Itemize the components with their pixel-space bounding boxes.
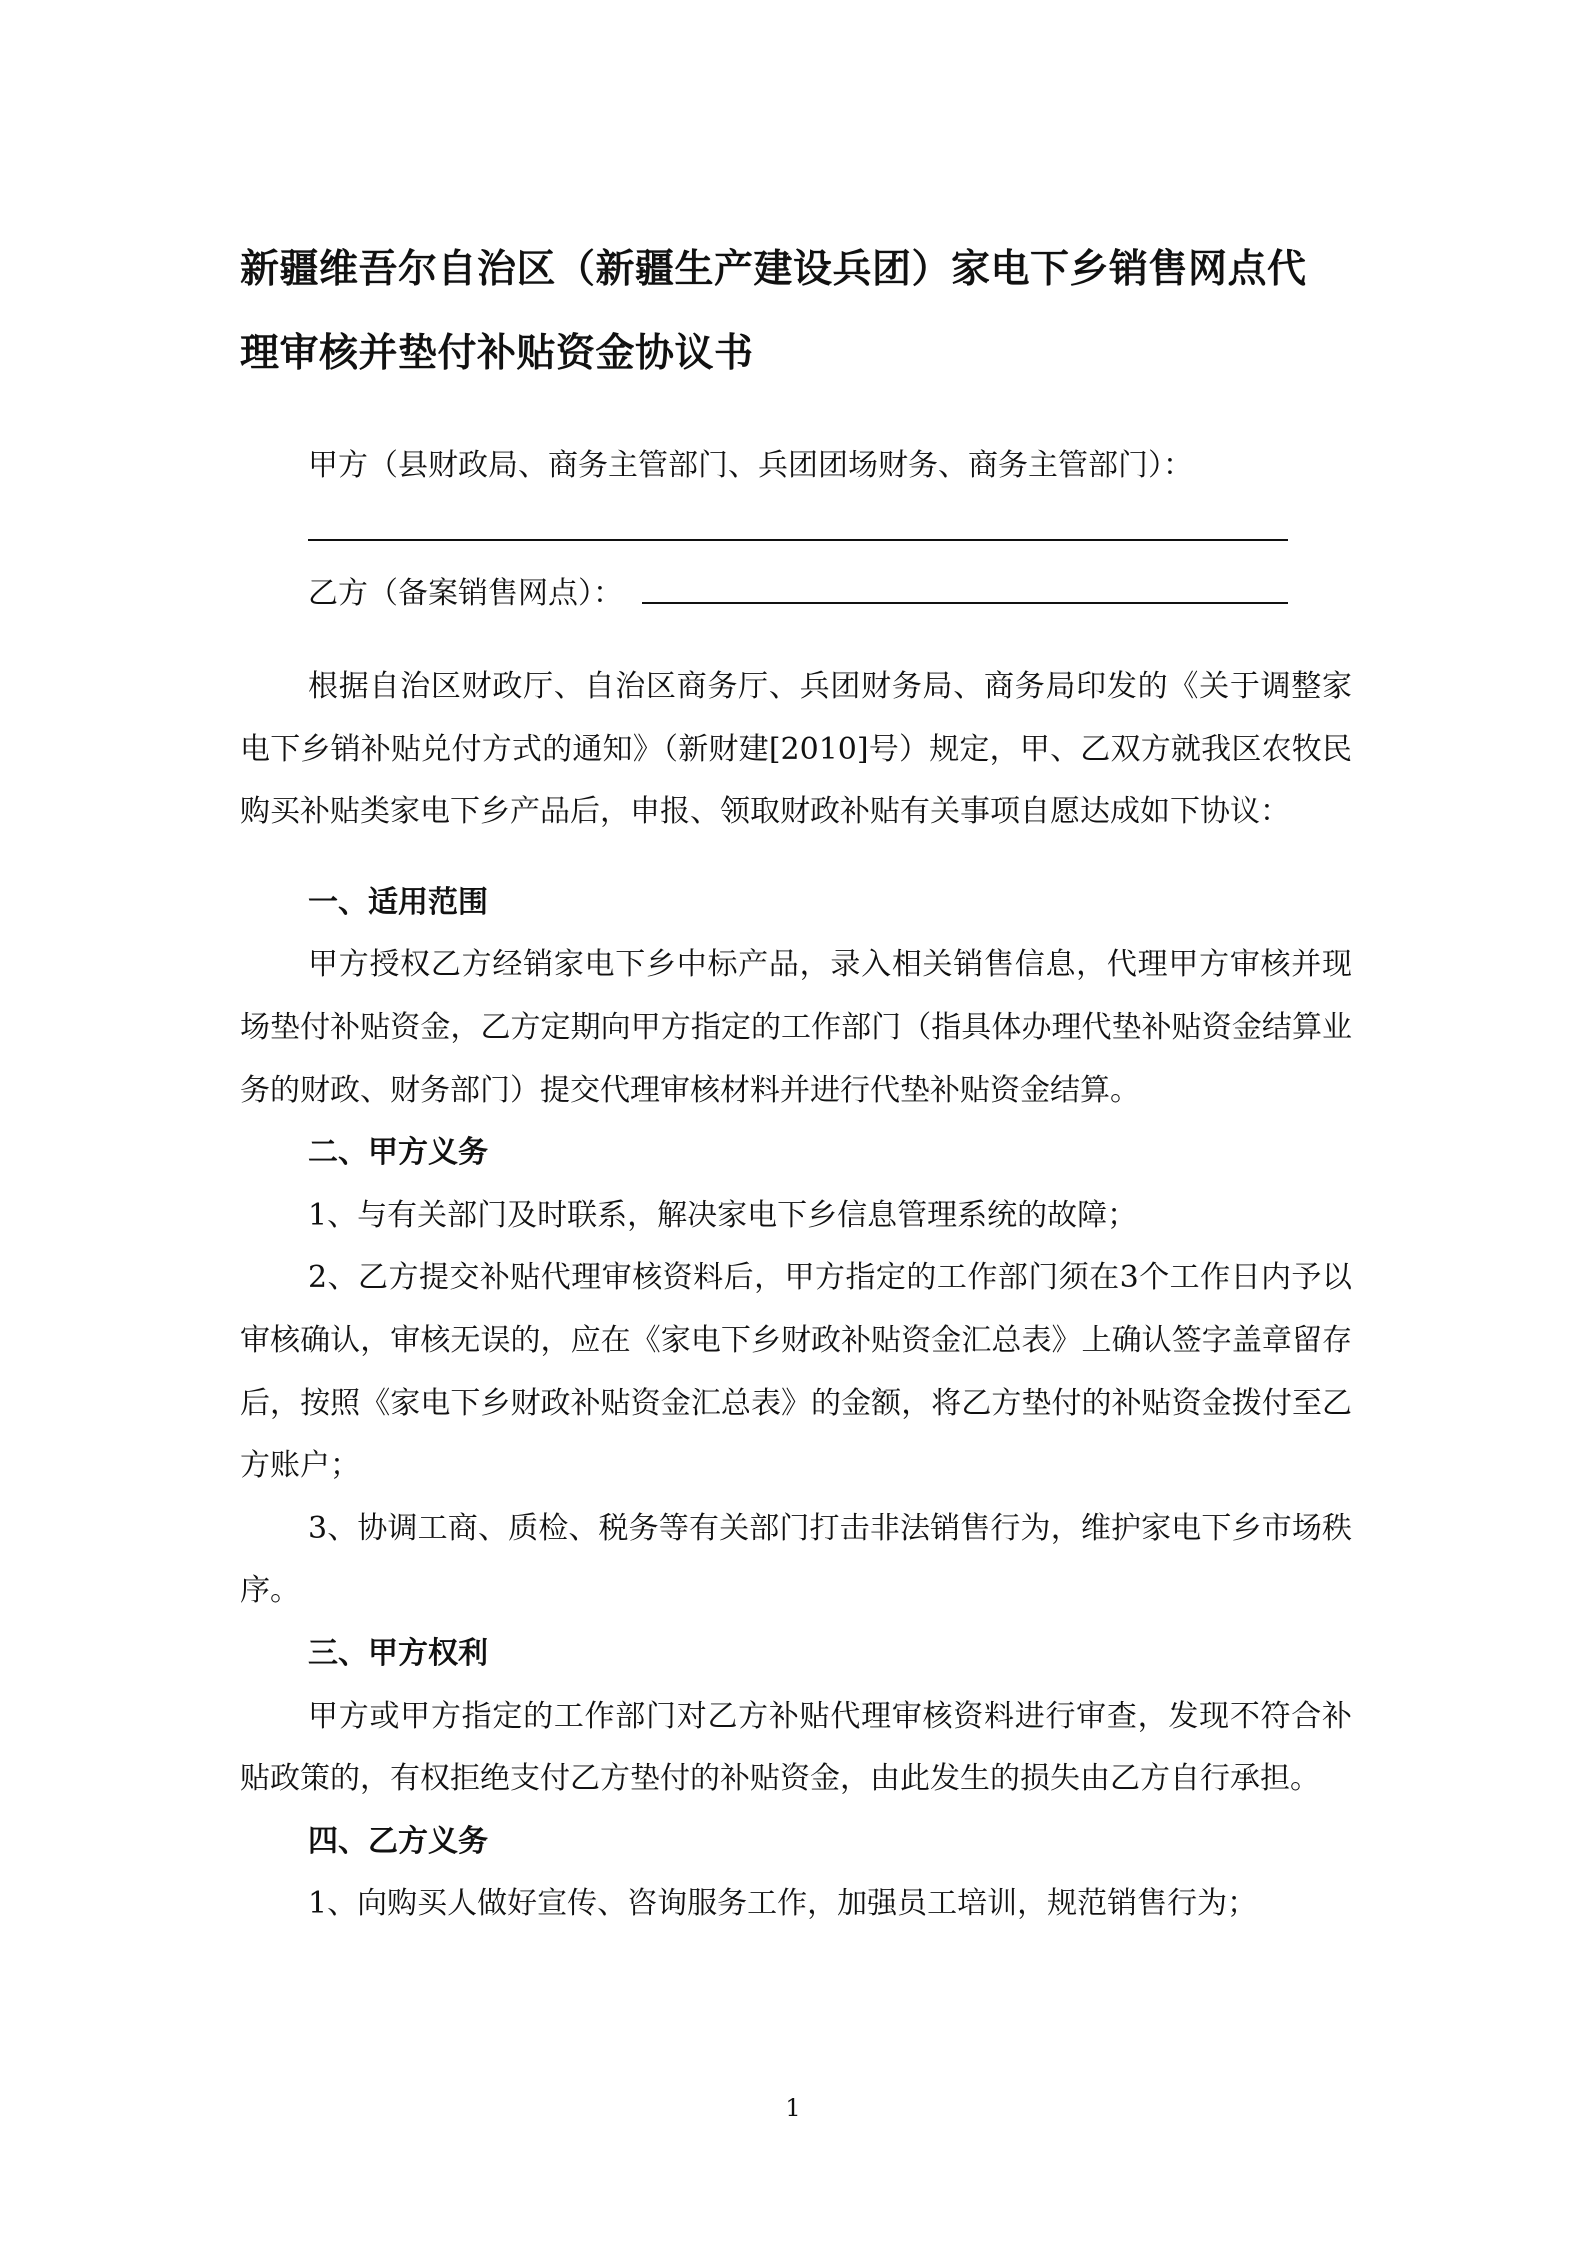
party-a-blank-line xyxy=(308,539,1288,541)
section-paragraph: 3、协调工商、质检、税务等有关部门打击非法销售行为，维护家电下乡市场秩序。 xyxy=(240,1510,1352,1609)
section-heading-party-b-obligations: 四、乙方义务 xyxy=(308,1823,488,1859)
title-line-1: 新疆维吾尔自治区（新疆生产建设兵团）家电下乡销售网点代 xyxy=(240,247,1307,292)
title-line-2: 理审核并垫付补贴资金协议书 xyxy=(240,331,754,376)
section-heading-party-a-obligations: 二、甲方义务 xyxy=(308,1135,488,1171)
document-title xyxy=(240,228,1360,396)
party-b-label: 乙方（备案销售网点）： xyxy=(308,576,623,611)
section-heading-scope: 一、适用范围 xyxy=(308,884,488,920)
party-b-blank-line xyxy=(642,602,1288,604)
section-paragraph: 甲方或甲方指定的工作部门对乙方补贴代理审核资料进行审查，发现不符合补贴政策的，有权拒绝支付乙方垫付的补贴资金，由此发生的损失由乙方自行承担。 xyxy=(240,1698,1352,1797)
agreement-body xyxy=(240,656,1352,1936)
section-heading-party-a-rights: 三、甲方权利 xyxy=(308,1635,488,1671)
section-paragraph: 1、向购买人做好宣传、咨询服务工作，加强员工培训，规范销售行为； xyxy=(308,1886,1258,1922)
section-paragraph: 甲方授权乙方经销家电下乡中标产品，录入相关销售信息，代理甲方审核并现场垫付补贴资金，乙方定期向甲方指定的工作部门（指具体办理代垫补贴资金结算业务的财政、财务部门）提交代理审核材料并进行代垫补贴资金结算。 xyxy=(240,947,1352,1108)
page-number: 1 xyxy=(785,2094,801,2122)
preamble-paragraph: 根据自治区财政厅、自治区商务厅、兵团财务局、商务局印发的《关于调整家电下乡销补贴兑付方式的通知》（新财建[2010]号）规定，甲、乙双方就我区农牧民购买补贴类家电下乡产品后，申报、领取财政补贴有关事项自愿达成如下协议： xyxy=(240,669,1352,830)
party-a-label: 甲方（县财政局、商务主管部门、兵团团场财务、商务主管部门）： xyxy=(308,448,1193,483)
section-paragraph: 1、与有关部门及时联系，解决家电下乡信息管理系统的故障； xyxy=(308,1197,1138,1233)
section-paragraph: 2、乙方提交补贴代理审核资料后，甲方指定的工作部门须在3个工作日内予以审核确认，审核无误的，应在《家电下乡财政补贴资金汇总表》上确认签字盖章留存后，按照《家电下乡财政补贴资金汇总表》的金额，将乙方垫付的补贴资金拨付至乙方账户； xyxy=(240,1260,1352,1484)
